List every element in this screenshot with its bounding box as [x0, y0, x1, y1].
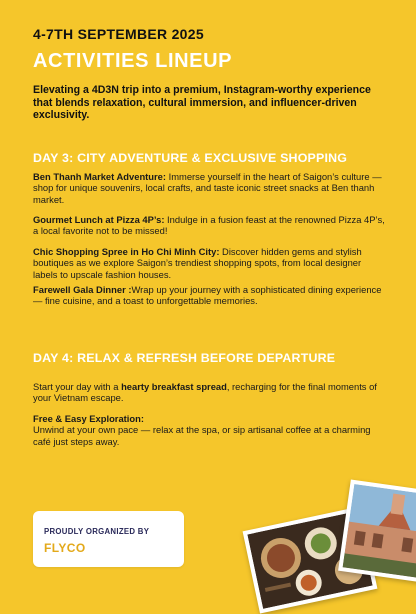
activity-title: Ben Thanh Market Adventure:	[33, 171, 167, 182]
page-title: ACTIVITIES LINEUP	[33, 50, 233, 72]
organizer-card	[33, 511, 184, 567]
day4-breakfast: Start your day with a hearty breakfast spread, recharging for the final moments of your Vietnam escape.	[33, 381, 377, 404]
event-date: 4-7TH SEPTEMBER 2025	[33, 26, 204, 42]
city-photo-image	[343, 484, 416, 580]
day3-heading: DAY 3: CITY ADVENTURE & EXCLUSIVE SHOPPING	[33, 151, 348, 165]
activity-text: Immerse yourself in the heart of Saigon’s culture — shop for unique souvenirs, local crafts, and taste iconic street snacks at Ben thanh market.	[33, 171, 382, 205]
day4-heading: DAY 4: RELAX & REFRESH BEFORE DEPARTURE	[33, 351, 336, 365]
intro-text: Elevating a 4D3N trip into a premium, Instagram-worthy experience that blends relaxation, cultural immersion, and influencer-driven exclusivity.	[33, 84, 371, 121]
activity-text: Indulge in a fusion feast at the renowned Pizza 4P’s, a local favorite not to be missed!	[33, 214, 385, 237]
organizer-label: PROUDLY ORGANIZED BY	[44, 527, 150, 536]
flyco-logo: FLYCO	[44, 541, 86, 555]
breakfast-highlight: hearty breakfast spread	[121, 381, 227, 392]
photo-collage	[236, 466, 416, 588]
activity-title: Gourmet Lunch at Pizza 4P’s:	[33, 214, 165, 225]
day4-free-explore	[33, 413, 385, 447]
activity-text: Discover hidden gems and stylish boutiques as we explore Saigon’s trendiest shopping spots, from local designer labels to upscale fashion houses.	[33, 246, 362, 280]
activity-title: Farewell Gala Dinner :	[33, 284, 132, 295]
city-photo	[338, 479, 416, 584]
day3-activity-gala	[33, 284, 385, 307]
activity-title: Chic Shopping Spree in Ho Chi Minh City:	[33, 246, 220, 257]
activity-text: Wrap up your journey with a sophisticated dining experience — fine cuisine, and a toast to unforgettable memories.	[33, 284, 382, 307]
activity-title: Free & Easy Exploration:	[33, 413, 144, 424]
day3-activity-ben-thanh	[33, 171, 385, 205]
day3-activity-shopping	[33, 246, 385, 280]
activity-text: Unwind at your own pace — relax at the spa, or sip artisanal coffee at a charming café just steps away.	[33, 424, 371, 447]
day3-activity-pizza	[33, 214, 385, 237]
